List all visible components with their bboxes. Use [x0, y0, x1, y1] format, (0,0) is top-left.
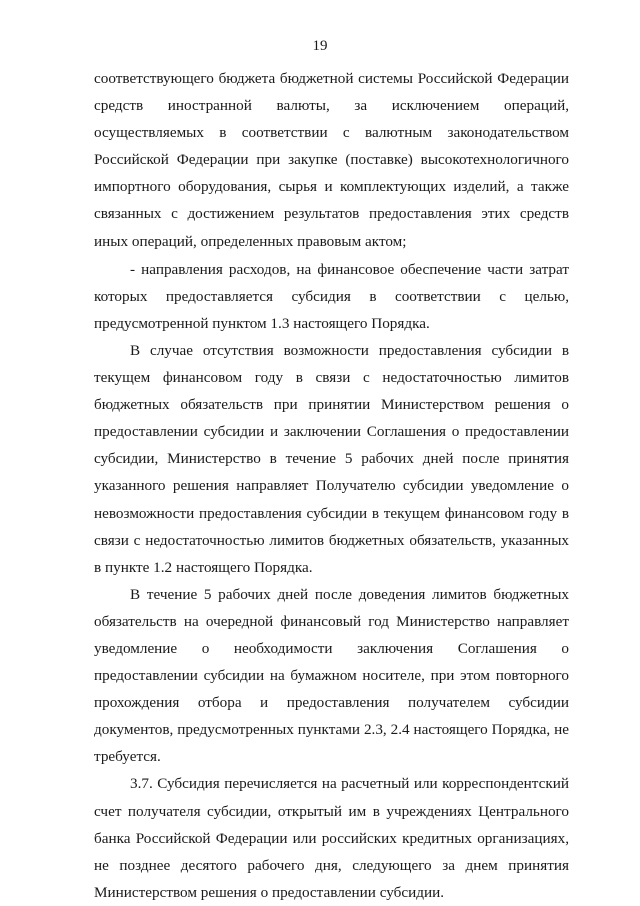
paragraph-list-item: - направления расходов, на финансовое обеспечение части затрат которых предоставляется субсидия в соответствии с целью, предусмотренной пунктом 1.3 настоящего Порядка.: [94, 260, 569, 332]
paragraph-no-funds-case: В случае отсутствия возможности предоставления субсидии в текущем финансовом году в связи с недостаточностью лимитов бюджетных обязательств при принятии Министерством решения о предоставлении субсидии и заключении Соглашения о предоставлении субсидии, Министерство в течение 5 рабочих дней после принятия указанного решения направляет Получателю субсидии уведомление о невозможности предоставления субсидии в текущем финансовом году в связи с недостаточностью лимитов бюджетных обязательств, указанных в пункте 1.2 настоящего Порядка.: [94, 341, 569, 576]
page-number: 19: [312, 38, 328, 54]
paragraph-continuation: соответствующего бюджета бюджетной системы Российской Федерации средств иностранной валюты, за исключением операций, осуществляемых в соответствии с валютным законодательством Российской Федерации при закупке (поставке) высокотехнологичного импортного оборудования, сырья и комплектующих изделий, а также связанных с достижением результатов предоставления этих средств иных операций, определенных правовым актом;: [94, 70, 569, 250]
paragraph-notification: В течение 5 рабочих дней после доведения лимитов бюджетных обязательств на очередной финансовый год Министерство направляет уведомление о необходимости заключения Соглашения о предоставлении субсидии на бумажном носителе, при этом повторного прохождения отбора и предоставления получателем субсидии документов, предусмотренных пунктами 2.3, 2.4 настоящего Порядка, не требуется.: [94, 585, 569, 766]
document-body: [94, 65, 569, 906]
paragraph-3-7: 3.7. Субсидия перечисляется на расчетный или корреспондентский счет получателя субсидии, открытый им в учреждениях Центрального банка Российской Федерации или российских кредитных организациях, не позднее десятого рабочего дня, следующего за днем принятия Министерством решения о предоставлении субсидии.: [94, 775, 569, 901]
